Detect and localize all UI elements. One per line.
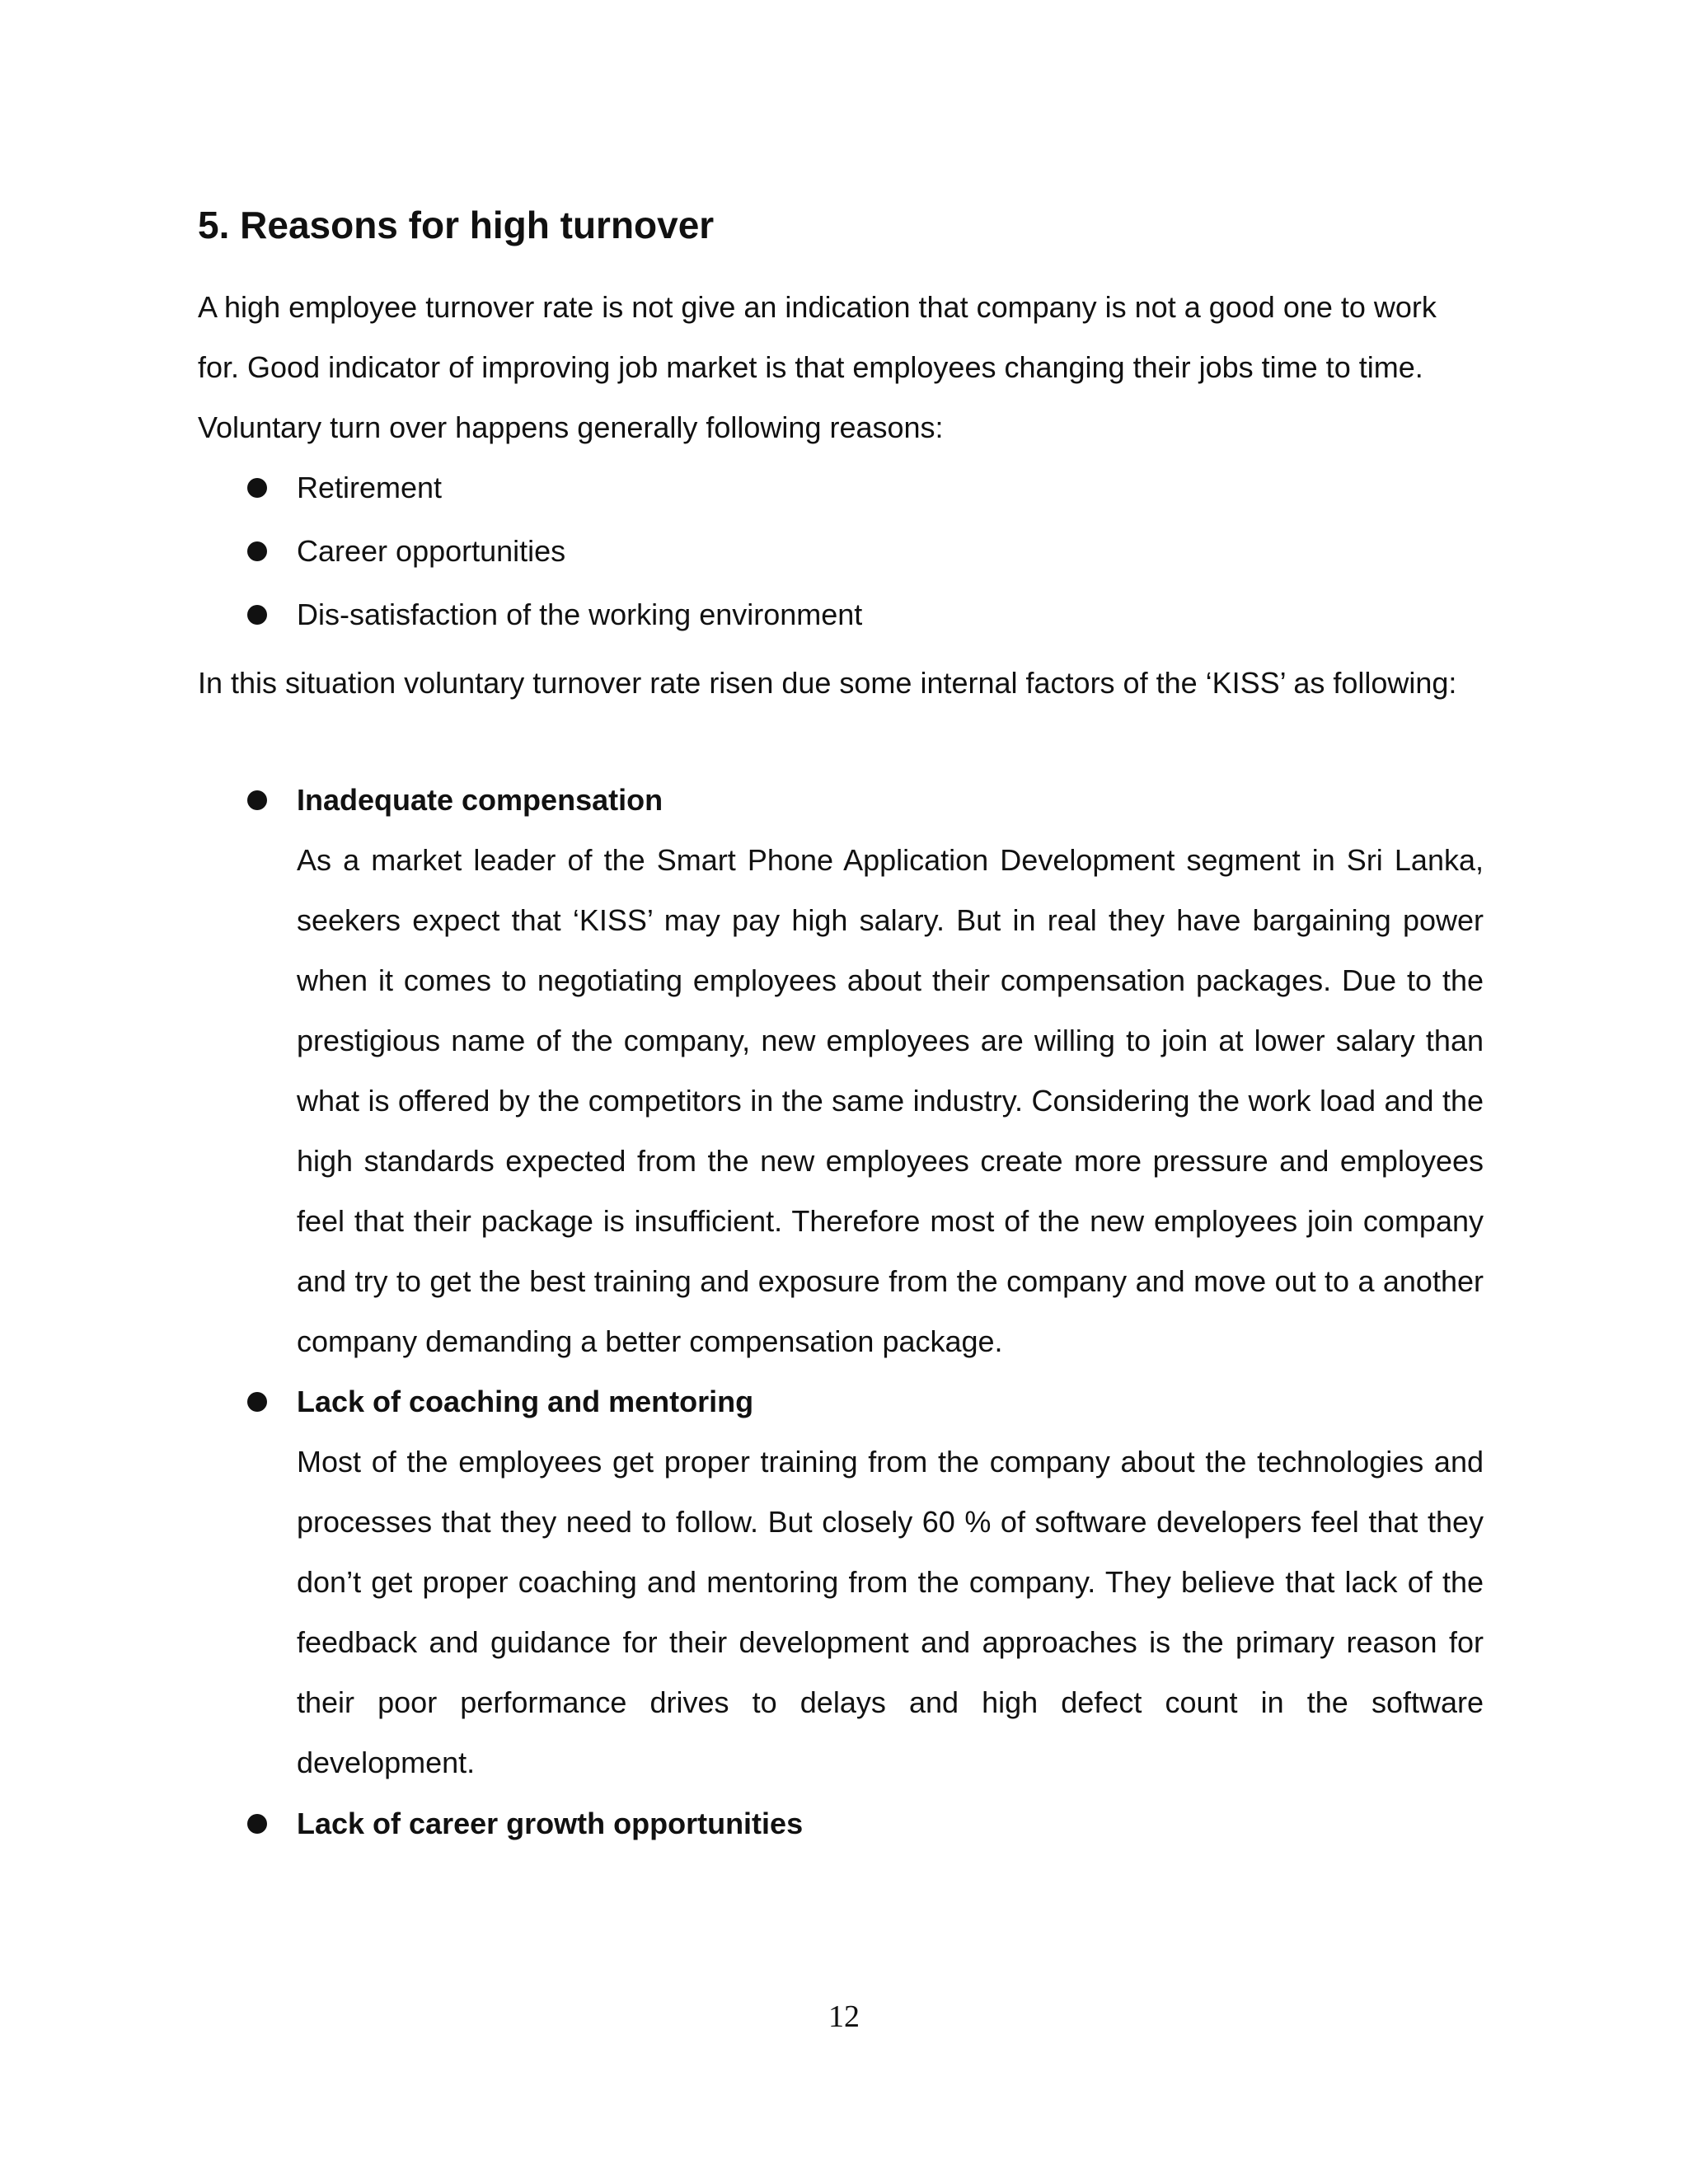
bullet-icon <box>247 1814 267 1834</box>
intro-line-1: A high employee turnover rate is not give an indication that company is not a good one to work <box>198 290 1437 324</box>
bullet-icon <box>247 541 267 561</box>
reason-career-opportunities: Career opportunities <box>297 534 566 568</box>
reason-dissatisfaction: Dis-satisfaction of the working environment <box>297 598 863 631</box>
factor-title-compensation: Inadequate compensation <box>297 783 663 817</box>
bullet-icon <box>247 478 267 498</box>
factor-text-coaching: Most of the employees get proper training from the company about the technologies and processes that they need to follow. But closely 60 % of software developers feel that they don’t get proper coaching and mentoring from the company. They believe that lack of the feedback and guidance for their development and approaches is the primary reason for their poor performance drives to delays and high defect count in the software development. <box>297 1445 1484 1779</box>
factor-title-coaching: Lack of coaching and mentoring <box>297 1385 754 1418</box>
page-number: 12 <box>828 1999 860 2034</box>
bullet-icon <box>247 1392 267 1412</box>
intro-line-2: for. Good indicator of improving job market is that employees changing their jobs time to time. <box>198 350 1423 384</box>
situation-paragraph: In this situation voluntary turnover rate risen due some internal factors of the ‘KISS’ as following: <box>198 666 1457 700</box>
bullet-icon <box>247 790 267 810</box>
bullet-icon <box>247 605 267 625</box>
intro-line-3: Voluntary turn over happens generally following reasons: <box>198 410 944 444</box>
reason-retirement: Retirement <box>297 471 443 504</box>
factor-title-career-growth: Lack of career growth opportunities <box>297 1807 804 1840</box>
factor-text-compensation: As a market leader of the Smart Phone Application Development segment in Sri Lanka, seekers expect that ‘KISS’ may pay high salary. But in real they have bargaining power when it comes to negotiating employees about their compensation packages. Due to the prestigious name of the company, new employees are willing to join at lower salary than what is offered by the competitors in the same industry. Considering the work load and the high standards expected from the new employees create more pressure and employees feel that their package is insufficient. Therefore most of the new employees join company and try to get the best training and exposure from the company and move out to a another company demanding a better compensation package. <box>297 843 1484 1358</box>
intro-paragraph <box>198 277 1484 457</box>
section-heading: 5. Reasons for high turnover <box>198 204 715 246</box>
